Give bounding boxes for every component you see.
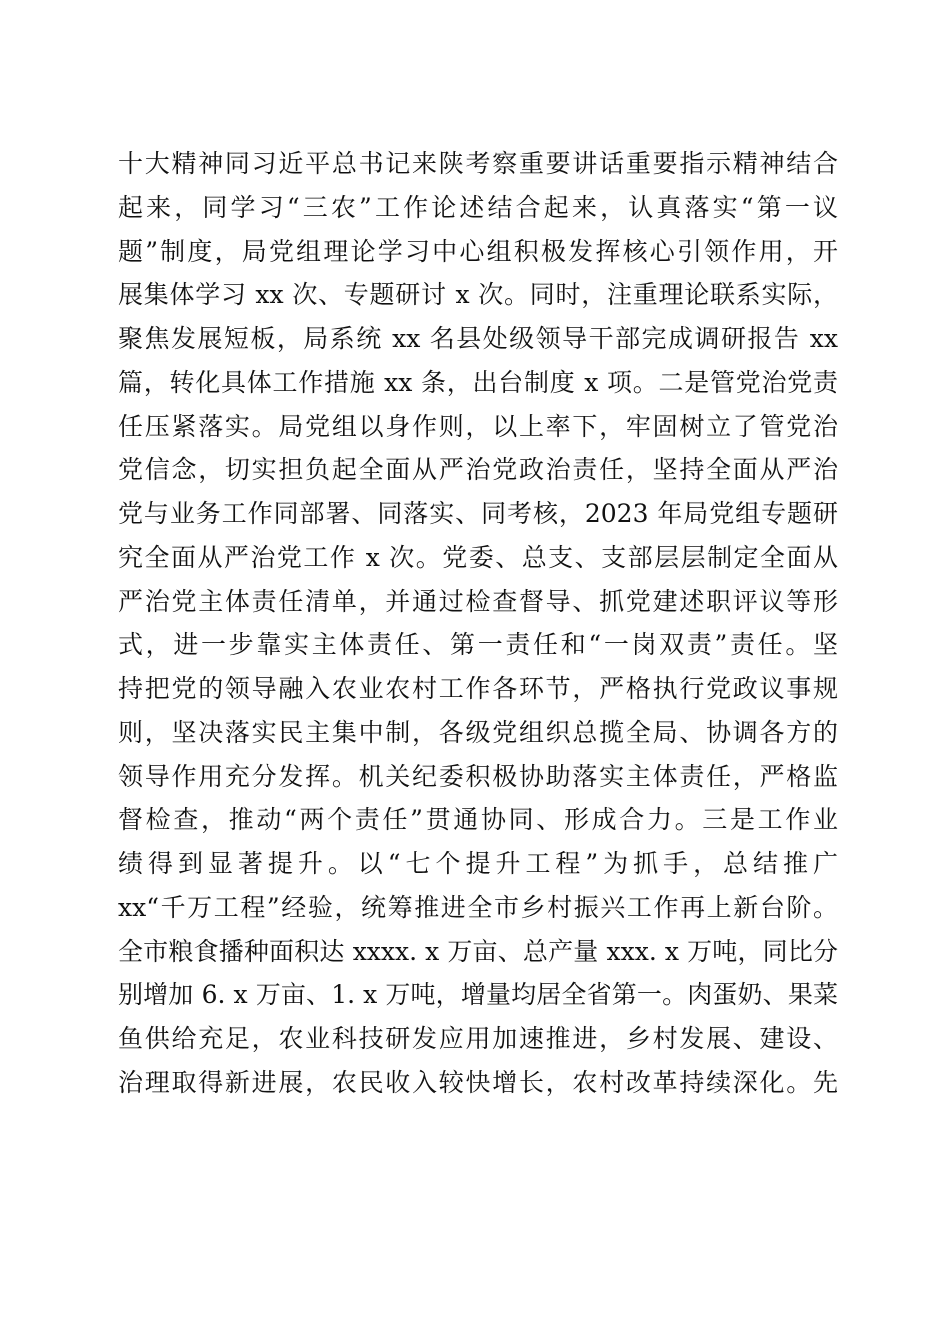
text-line: 题”制度，局党组理论学习中心组积极发挥核心引领作用，开 — [118, 236, 838, 266]
text-line: 十大精神同习近平总书记来陕考察重要讲话重要指示精神结合 — [118, 149, 838, 178]
text-line: 究全面从严治党工作 x 次。党委、总支、支部层层制定全面从 — [118, 542, 838, 572]
text-line: 绩得到显著提升。以“七个提升工程”为抓手，总结推广 — [118, 849, 838, 878]
text-line: 别增加 6. x 万亩、1. x 万吨，增量均居全省第一。肉蛋奶、果菜 — [118, 980, 838, 1010]
text-line: 起来，同学习“三农”工作论述结合起来，认真落实“第一议 — [118, 192, 838, 222]
text-line: 任压紧落实。局党组以身作则，以上率下，牢固树立了管党治 — [118, 411, 838, 441]
text-line: 党与业务工作同部署、同落实、同考核，2023 年局党组专题研 — [118, 499, 838, 528]
text-line: xx“千万工程”经验，统筹推进全市乡村振兴工作再上新台阶。 — [118, 892, 838, 922]
text-line: 式，进一步靠实主体责任、第一责任和“一岗双责”责任。坚 — [118, 630, 838, 660]
body-text — [118, 142, 838, 1105]
text-line: 严治党主体责任清单，并通过检查督导、抓党建述职评议等形 — [118, 586, 838, 616]
text-line: 党信念，切实担负起全面从严治党政治责任，坚持全面从严治 — [118, 455, 838, 485]
text-line: 督检查，推动“两个责任”贯通协同、形成合力。三是工作业 — [118, 805, 838, 835]
text-line: 鱼供给充足，农业科技研发应用加速推进，乡村发展、建设、 — [118, 1024, 838, 1053]
text-line: 聚焦发展短板，局系统 xx 名县处级领导干部完成调研报告 xx — [118, 324, 838, 353]
text-line: 则，坚决落实民主集中制，各级党组织总揽全局、协调各方的 — [118, 717, 838, 747]
text-line: 全市粮食播种面积达 xxxx. x 万亩、总产量 xxx. x 万吨，同比分 — [118, 936, 838, 966]
text-line: 展集体学习 xx 次、专题研讨 x 次。同时，注重理论联系实际， — [118, 280, 838, 310]
text-line: 持把党的领导融入农业农村工作各环节，严格执行党政议事规 — [118, 674, 838, 703]
text-line: 篇，转化具体工作措施 xx 条，出台制度 x 项。二是管党治党责 — [118, 367, 838, 397]
text-line: 领导作用充分发挥。机关纪委积极协助落实主体责任，严格监 — [118, 761, 838, 791]
text-line: 治理取得新进展，农民收入较快增长，农村改革持续深化。先 — [118, 1067, 838, 1097]
